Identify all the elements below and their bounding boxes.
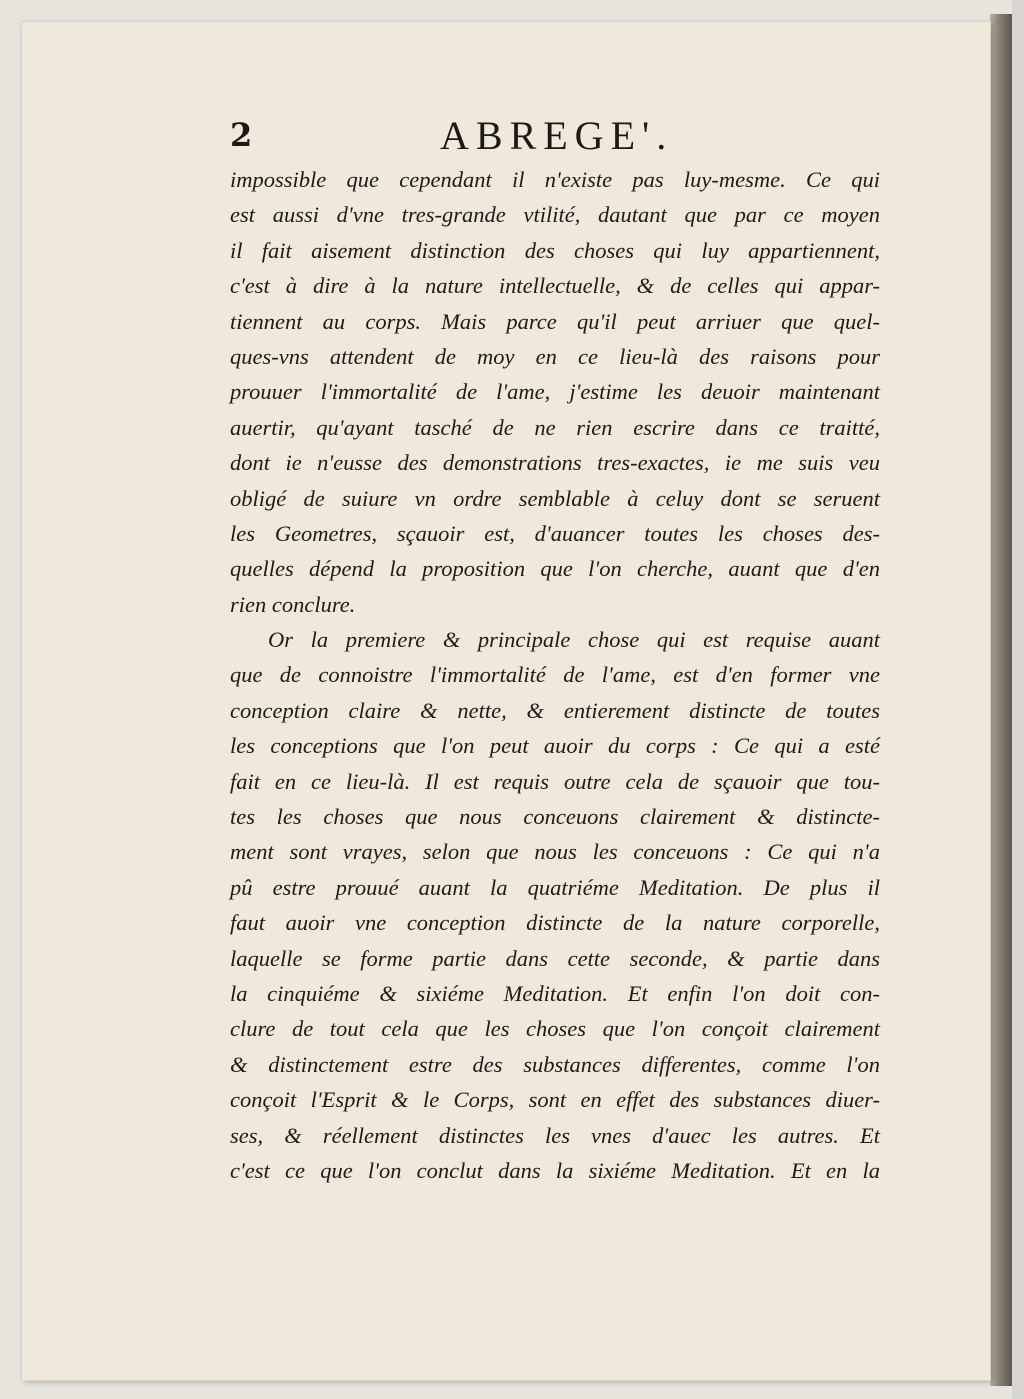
- text-line: tiennent au corps. Mais parce qu'il peut arriuer que quel-: [230, 308, 880, 334]
- text-line: tes les choses que nous conceuons clairement & distincte-: [230, 804, 880, 830]
- text-line: il fait aisement distinction des choses qui luy appartiennent,: [230, 237, 880, 263]
- text-line: auertir, qu'ayant tasché de ne rien escrire dans ce traitté,: [230, 414, 880, 440]
- page-header: [230, 112, 880, 164]
- text-line: rien conclure.: [230, 591, 356, 617]
- text-line: fait en ce lieu-là. Il est requis outre cela de sçauoir que tou-: [230, 768, 880, 794]
- text-line: conçoit l'Esprit & le Corps, sont en effet des substances diuer-: [230, 1087, 880, 1113]
- text-line: Or la premiere & principale chose qui est requise auant: [268, 627, 880, 653]
- text-line: ques-vns attendent de moy en ce lieu-là des raisons pour: [230, 343, 880, 369]
- text-line: quelles dépend la proposition que l'on cherche, auant que d'en: [230, 556, 880, 582]
- text-line: que de connoistre l'immortalité de l'ame, est d'en former vne: [230, 662, 880, 688]
- paragraph-2: [230, 622, 880, 1188]
- page-edge: [990, 14, 1012, 1386]
- page-number: 2: [230, 116, 253, 154]
- text-line: les Geometres, sçauoir est, d'auancer toutes les choses des-: [230, 520, 880, 546]
- text-line: obligé de suiure vn ordre semblable à celuy dont se seruent: [230, 485, 880, 511]
- text-line: ses, & réellement distinctes les vnes d'auec les autres. Et: [230, 1122, 880, 1148]
- text-line: dont ie n'eusse des demonstrations tres-exactes, ie me suis veu: [230, 450, 880, 476]
- text-line: la cinquiéme & sixiéme Meditation. Et enfin l'on doit con-: [230, 980, 880, 1006]
- text-line: faut auoir vne conception distincte de la nature corporelle,: [230, 910, 880, 936]
- running-head: ABREGE'.: [440, 113, 674, 158]
- text-line: les conceptions que l'on peut auoir du corps : Ce qui a esté: [230, 733, 880, 759]
- text-line: est aussi d'vne tres-grande vtilité, dautant que par ce moyen: [230, 202, 880, 228]
- scan-margin: [1012, 0, 1024, 1399]
- text-line: prouuer l'immortalité de l'ame, j'estime les deuoir maintenant: [230, 379, 880, 405]
- text-line: clure de tout cela que les choses que l'on conçoit clairement: [230, 1016, 880, 1042]
- text-line: conception claire & nette, & entierement distincte de toutes: [230, 697, 880, 723]
- body-text: [230, 162, 880, 1188]
- text-line: & distinctement estre des substances differentes, comme l'on: [230, 1051, 880, 1077]
- text-line: c'est à dire à la nature intellectuelle, & de celles qui appar-: [230, 273, 880, 299]
- text-line: laquelle se forme partie dans cette seconde, & partie dans: [230, 945, 880, 971]
- text-line: pû estre prouué auant la quatriéme Meditation. De plus il: [230, 874, 880, 900]
- text-line: impossible que cependant il n'existe pas luy-mesme. Ce qui: [230, 167, 880, 192]
- paragraph-1: [230, 162, 880, 622]
- text-line: c'est ce que l'on conclut dans la sixiéme Meditation. Et en la: [230, 1157, 880, 1183]
- text-line: ment sont vrayes, selon que nous les conceuons : Ce qui n'a: [230, 839, 880, 865]
